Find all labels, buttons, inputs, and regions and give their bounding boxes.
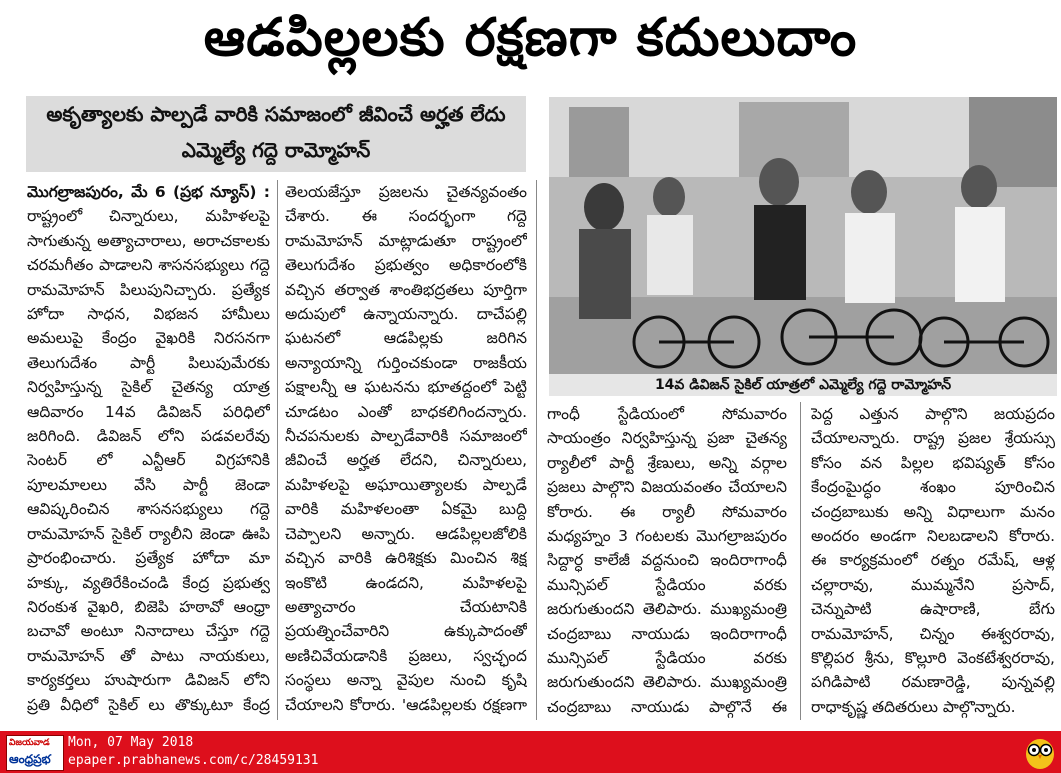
column-2-text: తెలయజేస్తూ ప్రజలను చైతన్యవంతం చేశారు. ఈ సందర్భంగా గద్దె రామమోహన్ మాట్లాడుతూ రాష్ట్రంలో తెలుగుదేశం ప్రభుత్వం అధికారంలోకి వచ్చిన తర్వాత శాంతిభద్రతలు పూర్తిగా అదుపులో ఉన్నాయన్నారు. దాచేపల్లి ఘటనలో ఆడపిల్లకు జరిగిన అన్యాయాన్ని గుర్తించకుండా రాజకీయ పక్షాలన్నీ ఆ ఘటనను భూతద్దంలో పెట్టి చూడటం ఎంతో బాధకలిగిందన్నారు. నీచపనులకు పాల్పడేవారికి సమాజంలో జీవించే అర్హత లేదని, చిన్నారులు, మహిళలపై అఘాయిత్యాలకు పాల్పడే వారికి మహిళలంతా ఏకమై బుద్ది చెప్పాలని అన్నారు. ఆడపిల్లలజోలికి వచ్చిన వారికి ఉరిశిక్షకు మించిన శిక్ష ఇంకొటి ఉండదని, మహిళలపై అత్యాచారం చేయటానికి ప్రయత్నించేవారిని ఉక్కుపాదంతో అణిచివేయడానికి ప్రజలు, స్వచ్ఛంద సంస్థలు అన్నా వైపుల నుంచి కృషి చేయాలని కోరారు. 'ఆడపిల్లలకు రక్షణగా [285, 183, 527, 714]
article-column-4 [811, 402, 1055, 722]
column-1-text: రాష్ట్రంలో చిన్నారులు, మహిళలపై సాగుతున్న అత్యాచారాలు, అరాచకాలకు చరమగీతం పాడాలని శాసనసభ్యులు గద్దె రామమోహన్ పిలుపునిచ్చారు. ప్రత్యేక హోదా సాధన, విభజన హామీలు అమలుపై కేంద్రం వైఖరికి నిరసనగా తెలుగుదేశం పార్టీ పిలుపుమేరకు నిర్వహిస్తున్న సైకిల్ చైతన్య యాత్ర ఆదివారం 14వ డివిజన్ పరిధిలో జరిగింది. డివిజన్ లోని పడవలరేవు సెంటర్ లో ఎన్టీఆర్ విగ్రహానికి పూలమాలలు వేసి పార్టీ జెండా ఆవిష్కరించిన శాసనసభ్యులు గద్దె రామమోహన్ సైకిల్ ర్యాలీని జెండా ఊపి ప్రారంభించారు. ప్రత్యేక హోదా మా హక్కు, వ్యతిరేకించండి కేంద్ర ప్రభుత్వ నిరంకుశ వైఖరి, బిజెపి హఠావో ఆంధ్రా బచావో అంటూ నినాదాలు చేస్తూ గద్దె రామమోహన్ తో పాటు నాయకులు, కార్యకర్తలు హుషారుగా డివిజన్ లోని ప్రతి వీధిలో సైకిల్ లు తొక్కుటూ కేంద్ర [27, 207, 270, 714]
column-divider [800, 402, 801, 720]
headline: ఆడపిల్లలకు రక్షణగా కదులుదాం [203, 7, 858, 68]
article-column-2 [285, 180, 527, 720]
subheadline: అకృత్యాలకు పాల్పడే వారికి సమాజంలో జీవించే అర్హత లేదు [46, 102, 506, 126]
logo-edition: విజయవాడ [9, 738, 50, 748]
owl-icon[interactable] [1022, 734, 1058, 770]
photo-caption: 14వ డివిజన్ సైకిల్ యాత్రలో ఎమ్మెల్యే గద్దె రామ్మోహన్ [549, 374, 1057, 396]
cycle-rally-photo [549, 97, 1057, 374]
epaper-url[interactable]: epaper.prabhanews.com/c/28459131 [68, 753, 319, 768]
column-divider [536, 180, 537, 720]
column-3-text: గాంధీ స్టేడియంలో సోమవారం సాయంత్రం నిర్వహిస్తున్న ప్రజా చైతన్య ర్యాలీలో పార్టీ శ్రేణులు, అన్ని వర్గాల ప్రజలు పాల్గొని విజయవంతం చేయాలని కోరారు. ఈ ర్యాలీ సోమవారం మధ్యహ్నం 3 గంటలకు మొగల్రాజపురం సిద్దార్ధ కాలేజీ వద్దనుంచి ఇందిరాగాంధీ మున్సిపల్ స్టేడియం వరకు జరుగుతుందని తెలిపారు. ముఖ్యమంత్రి చంద్రబాబు నాయుడు ఇందిరాగాంధీ మున్సిపల్ స్టేడియం వరకు జరుగుతుందని తెలిపారు. ముఖ్యమంత్రి చంద్రబాబు నాయుడు పాల్గొనే ఈ [547, 405, 787, 716]
newspaper-logo[interactable] [6, 735, 64, 771]
article-column-1 [27, 180, 270, 720]
subheadline-box [26, 96, 526, 172]
dateline: మొగల్రాజపురం, మే 6 (ప్రభ న్యూస్) : [27, 183, 270, 201]
logo-title: ఆంధ్రప్రభ [9, 752, 51, 766]
byline: ఎమ్మెల్యే గద్దె రామ్మోహన్ [181, 138, 371, 162]
column-divider [277, 180, 278, 720]
article-column-3 [547, 402, 787, 722]
column-4-text: పెద్ద ఎత్తున పాల్గొని జయప్రదం చేయాలన్నారు. రాష్ట్ర ప్రజల శ్రేయస్సు కోసం వన పిల్లల భవిష్యత్ కోసం కేంద్రంపైుద్ధం శంఖం పూరించిన చంద్రబాబుకు అన్ని విధాలుగా మనం అందరం అండగా నిలబడాలని కోరారు. ఈ కార్యక్రమంలో రత్నం రమేష్, ఆళ్ల చల్లారావు, ముమ్మనేని ప్రసాద్, చెన్నుపాటి ఉషారాణి, బేగు రామమోహన్, చిన్నం ఈశ్వరరావు, కొల్లిపర శ్రీను, కొల్లూరి వెంకటేశ్వరరావు, పగిడిపాటి రమణారెడ్డి, పున్నవల్లి రాధాకృష్ణ తదితరులు పాల్గొన్నారు. [811, 405, 1055, 716]
edition-date: Mon, 07 May 2018 [68, 735, 194, 750]
news-photo[interactable] [549, 97, 1057, 374]
footer-bar [0, 731, 1061, 773]
